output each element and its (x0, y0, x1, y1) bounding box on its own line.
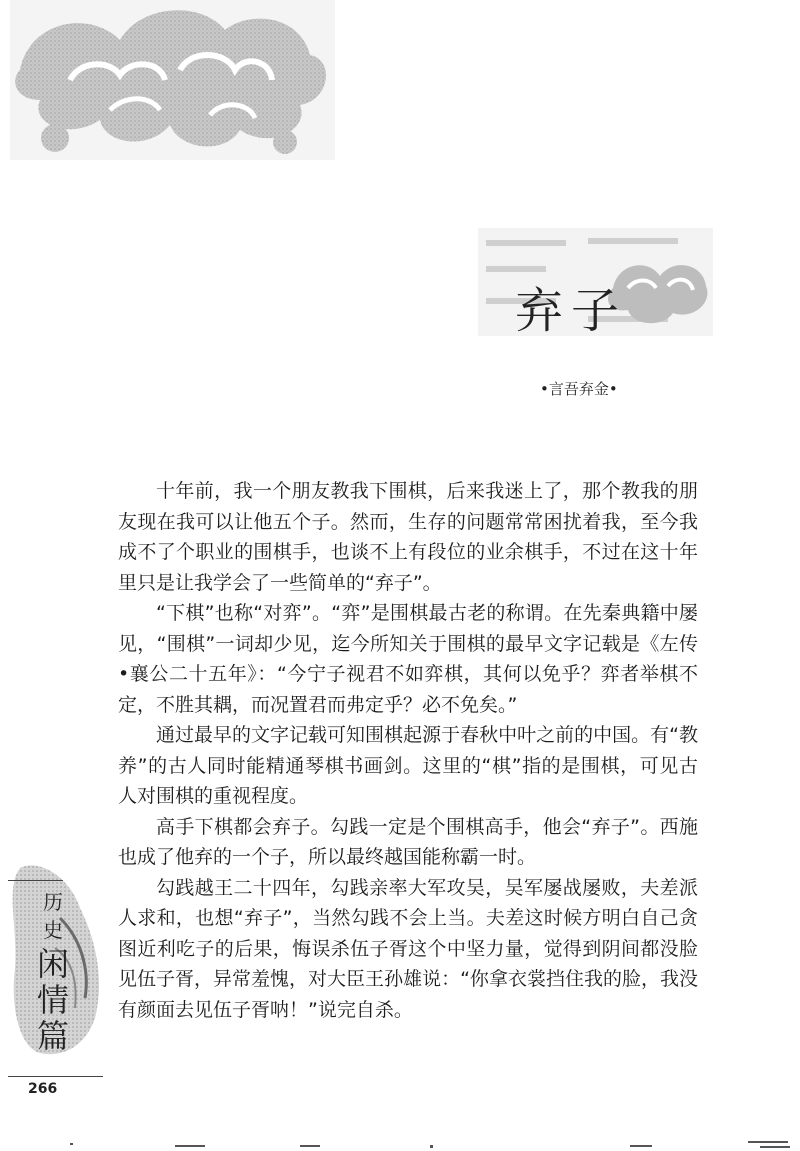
paragraph: 通过最早的文字记载可知围棋起源于春秋中叶之前的中国。有“教养”的古人同时能精通琴棋书画剑。这里的“棋”指的是围棋，可见古人对围棋的重视程度。 (118, 724, 698, 807)
section-label-char: 史 (43, 918, 63, 942)
page-number: 266 (28, 1081, 58, 1097)
scan-edge-marks (0, 1135, 800, 1151)
article-body (118, 476, 698, 1025)
section-label-char: 篇 (36, 1017, 69, 1055)
section-label-char: 情 (36, 981, 69, 1019)
cloud-ornament-top (10, 0, 335, 165)
section-label-char: 历 (43, 890, 63, 914)
paragraph: 十年前，我一个朋友教我下围棋，后来我迷上了，那个教我的朋友现在我可以让他五个子。然而，生存的问题常常困扰着我，至今我成不了个职业的围棋手，也谈不上有段位的业余棋手，不过在这十年里只是让我学会了一些简单的“弃子”。 (118, 480, 698, 594)
paragraph: 高手下棋都会弃子。勾践一定是个围棋高手，他会“弃子”。西施也成了他弃的一个子，所以最终越国能称霸一时。 (118, 815, 698, 868)
section-label-char: 闲 (36, 945, 69, 983)
author-byline: •言吾弃金• (540, 380, 618, 398)
section-label (28, 890, 78, 1055)
paragraph: “下棋”也称“对弈”。“弈”是围棋最古老的称谓。在先秦典籍中屡见，“围棋”一词却少见，迄今所知关于围棋的最早文字记载是《左传•襄公二十五年》：“今宁子视君不如弈棋，其何以免乎？弈者举棋不定，不胜其耦，而况置君而弗定乎？必不免矣。” (118, 602, 698, 716)
article-title: 弃子 (515, 283, 628, 340)
emblem-bottom-rule (8, 1076, 103, 1077)
emblem-top-rule (8, 880, 63, 881)
paragraph: 勾践越王二十四年，勾践亲率大军攻吴，吴军屡战屡败，夫差派人求和，也想“弃子”，当然勾践不会上当。夫差这时候方明白自己贪图近利吃子的后果，悔误杀伍子胥这个中坚力量，觉得到阴间都没脸见伍子胥，异常羞愧，对大臣王孙雄说：“你拿衣裳挡住我的脸，我没有颜面去见伍子胥呐！”说完自杀。 (118, 876, 698, 1021)
